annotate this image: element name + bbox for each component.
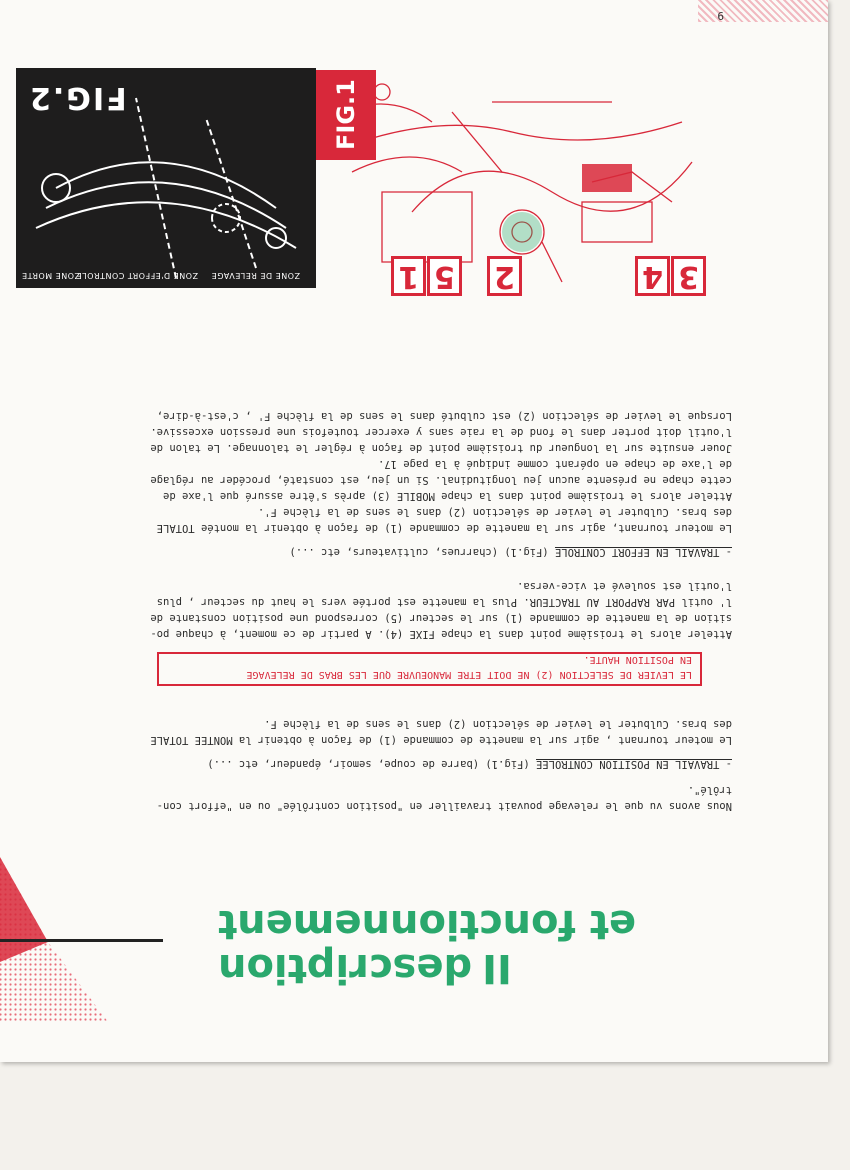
position-line: sition de la manette de commande (1) sur le secteur (5) correspond une position constante de [150,612,732,624]
effort-line: Lorsque le levier de sélection (2) est culbuté dans le sens de la flèche F' , c'est-à-dire, [156,410,732,422]
position-line: Le moteur tournant , agir sur la manette de commande (1) de façon à obtenir la MONTEE TOTALE [150,734,732,746]
fig1-label: 4 [635,256,670,296]
intro-text [157,782,732,814]
effort-line: des bras. Culbuter le levier de sélection (2) dans le sens de la flèche F'. [257,506,732,518]
intro-line: trôlé". [687,784,732,796]
position-heading-rest: (Fig.1) (barre de coupe, semoir, épandeur, etc ...) [207,758,537,770]
intro-line: Nous avons vu que le relevage pouvait travailler en "position contrôlée" ou en "effort con- [156,800,732,812]
section-title-line1: description [218,945,473,991]
effort-line: cette chape ne présente aucun jeu longitudinal. Si un jeu, est constaté, procéder au réglage [150,474,732,486]
position-section-2 [150,578,732,642]
effort-line: de l'axe de chape en opérant comme indiqué à la page 17. [377,458,732,470]
position-heading-line [150,756,732,772]
fig1-label: 2 [487,256,522,296]
warning-line: EN POSITION HAUTE. [583,654,692,665]
fig1-drawing [316,70,712,302]
fig2-drawing [16,68,316,288]
position-heading: - TRAVAIL EN POSITION CONTROLEE [536,758,732,770]
fig2-zone: ZONE DE RELEVAGE [211,271,300,280]
fig1-title: FIG.1 [316,70,376,160]
position-section [150,716,732,772]
figures [0,70,712,302]
warning-line: LE LEVIER DE SELECTION (2) NE DOIT ETRE MANOEUVRE QUE LES BRAS DE RELEVAGE [246,669,692,680]
section-number: II [482,945,512,991]
effort-line: Atteler alors le troisième point dans la chape MOBILE (3) après s'être assuré que l'axe de [163,490,732,502]
effort-line: l'outil doit porter dans le fond de la raie sans y exercer toutefois une pression excessive. [150,426,732,438]
fig1-label: 1 [391,256,426,296]
fig1-label: 3 [671,256,706,296]
fig1-label: 5 [427,256,462,296]
section-title-line2: et fonctionnement [218,901,637,947]
position-line: l'outil est soulevé et vice-versa. [517,580,732,592]
section-heading [218,902,718,990]
position-line: l' outil PAR RAPPORT AU TRACTEUR. Plus la manette est portée vers le haut du secteur , plus [156,596,732,608]
warning-box [157,652,702,686]
fig2-title: FIG.2 [28,80,127,115]
position-line: des bras. Culbuter le levier de sélection (2) dans le sens de la flèche F. [264,718,732,730]
effort-line: Le moteur tournant, agir sur la manette de commande (1) de façon à obtenir la montée TOTALE [156,522,732,534]
effort-heading-line [150,544,732,560]
effort-heading: - TRAVAIL EN EFFORT CONTROLE [554,546,732,558]
effort-heading-rest: (Fig.1) (charrues, cultivateurs, etc ...) [289,546,555,558]
fig2-zone: ZONE D'EFFORT CONTROLE [76,271,198,280]
position-line: Atteler alors le troisième point dans la chape FIXE (4). A partir de ce moment, à chaque po- [150,628,732,640]
effort-section [150,408,732,560]
fig2-zone: ZONE MORTE [21,271,80,280]
header-rule [0,939,163,942]
effort-line: Jouer ensuite sur la longueur du troisième point de façon à régler le talonnage. Le talon de [150,442,732,454]
page-number: 9 [717,9,724,22]
